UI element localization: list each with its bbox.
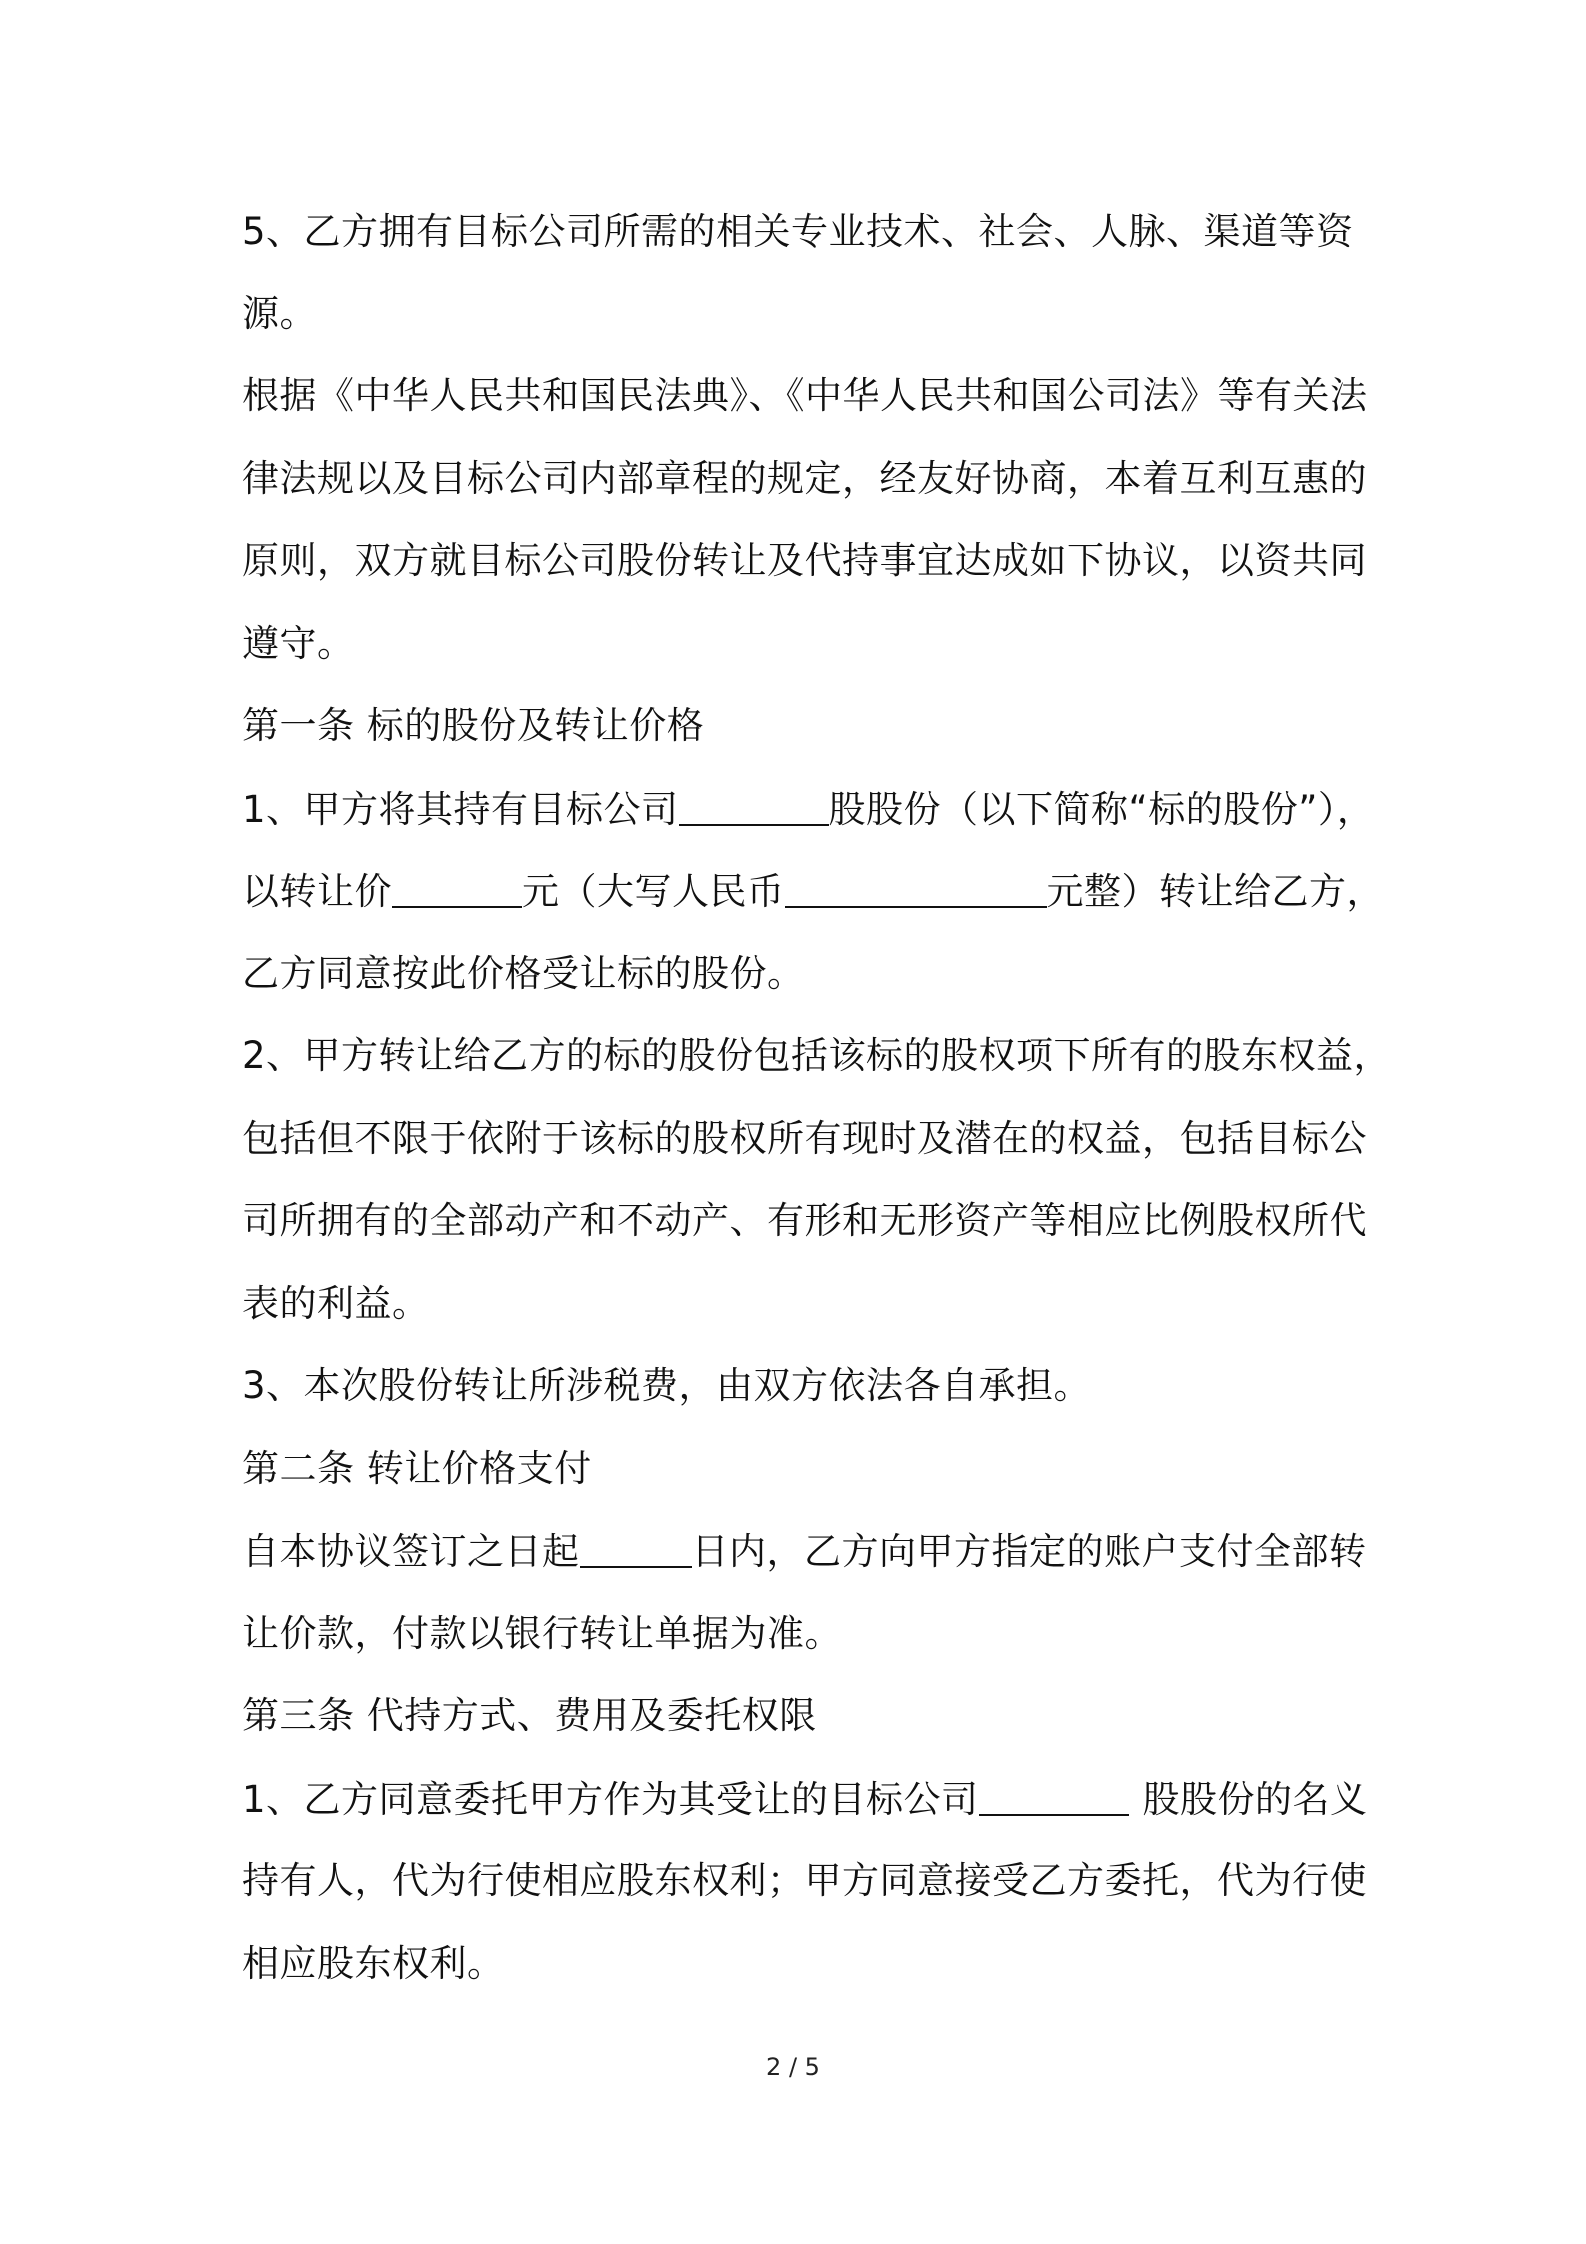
- text-segment: 日内，乙方向甲方指定的账户支付全部转: [691, 1530, 1367, 1573]
- article-3-clause-1-line-3: 相应股东权利。: [242, 1942, 505, 1985]
- days-blank: [580, 1526, 692, 1568]
- preamble-line-1: 根据《中华人民共和国民法典》、《中华人民共和国公司法》等有关法: [242, 374, 1368, 417]
- clause-5-line-2: 源。: [242, 292, 317, 335]
- article-2-heading: 第二条 转让价格支付: [242, 1447, 592, 1490]
- article-1-clause-2-line-1: 2、甲方转让给乙方的标的股份包括该标的股权项下所有的股东权益，: [242, 1034, 1392, 1077]
- article-1-clause-2-line-2: 包括但不限于依附于该标的股权所有现时及潜在的权益，包括目标公: [242, 1117, 1367, 1160]
- article-1-clause-2-line-3: 司所拥有的全部动产和不动产、有形和无形资产等相应比例股权所代: [242, 1199, 1367, 1242]
- article-3-clause-1-line-1: [242, 1774, 1368, 1824]
- article-1-clause-1-line-3: 乙方同意按此价格受让标的股份。: [242, 952, 805, 995]
- text-segment: 股股份的名义: [1142, 1778, 1368, 1821]
- article-2-line-1: [242, 1526, 1367, 1576]
- text-segment: 1、甲方将其持有目标公司: [242, 788, 679, 831]
- clause-5-line-1: 5、乙方拥有目标公司所需的相关专业技术、社会、人脉、渠道等资: [242, 210, 1354, 253]
- article-1-clause-1-line-2: [242, 866, 1384, 916]
- text-segment: 元（大写人民币: [522, 870, 785, 913]
- article-1-clause-3: 3、本次股份转让所涉税费，由双方依法各自承担。: [242, 1364, 1092, 1407]
- text-segment: 以转让价: [242, 870, 392, 913]
- preamble-line-4: 遵守。: [242, 622, 355, 665]
- article-1-clause-1-line-1: [242, 784, 1374, 834]
- share-count-blank: [679, 784, 829, 826]
- page-number: 2 / 5: [766, 2053, 820, 2081]
- text-segment: 股股份（以下简称“标的股份”），: [828, 788, 1375, 831]
- article-1-clause-2-line-4: 表的利益。: [242, 1282, 430, 1325]
- entrusted-share-blank: [979, 1774, 1129, 1816]
- article-1-heading: 第一条 标的股份及转让价格: [242, 704, 705, 747]
- article-2-line-2: 让价款，付款以银行转让单据为准。: [242, 1612, 842, 1655]
- article-3-heading: 第三条 代持方式、费用及委托权限: [242, 1694, 817, 1737]
- article-3-clause-1-line-2: 持有人，代为行使相应股东权利；甲方同意接受乙方委托，代为行使: [242, 1859, 1367, 1902]
- price-in-words-blank: [785, 866, 1047, 908]
- preamble-line-2: 律法规以及目标公司内部章程的规定，经友好协商，本着互利互惠的: [242, 457, 1367, 500]
- price-blank: [392, 866, 522, 908]
- text-segment: 元整）转让给乙方，: [1046, 870, 1384, 913]
- text-segment: 自本协议签订之日起: [242, 1530, 580, 1573]
- text-segment: 1、乙方同意委托甲方作为其受让的目标公司: [242, 1778, 979, 1821]
- preamble-line-3: 原则，双方就目标公司股份转让及代持事宜达成如下协议，以资共同: [242, 539, 1367, 582]
